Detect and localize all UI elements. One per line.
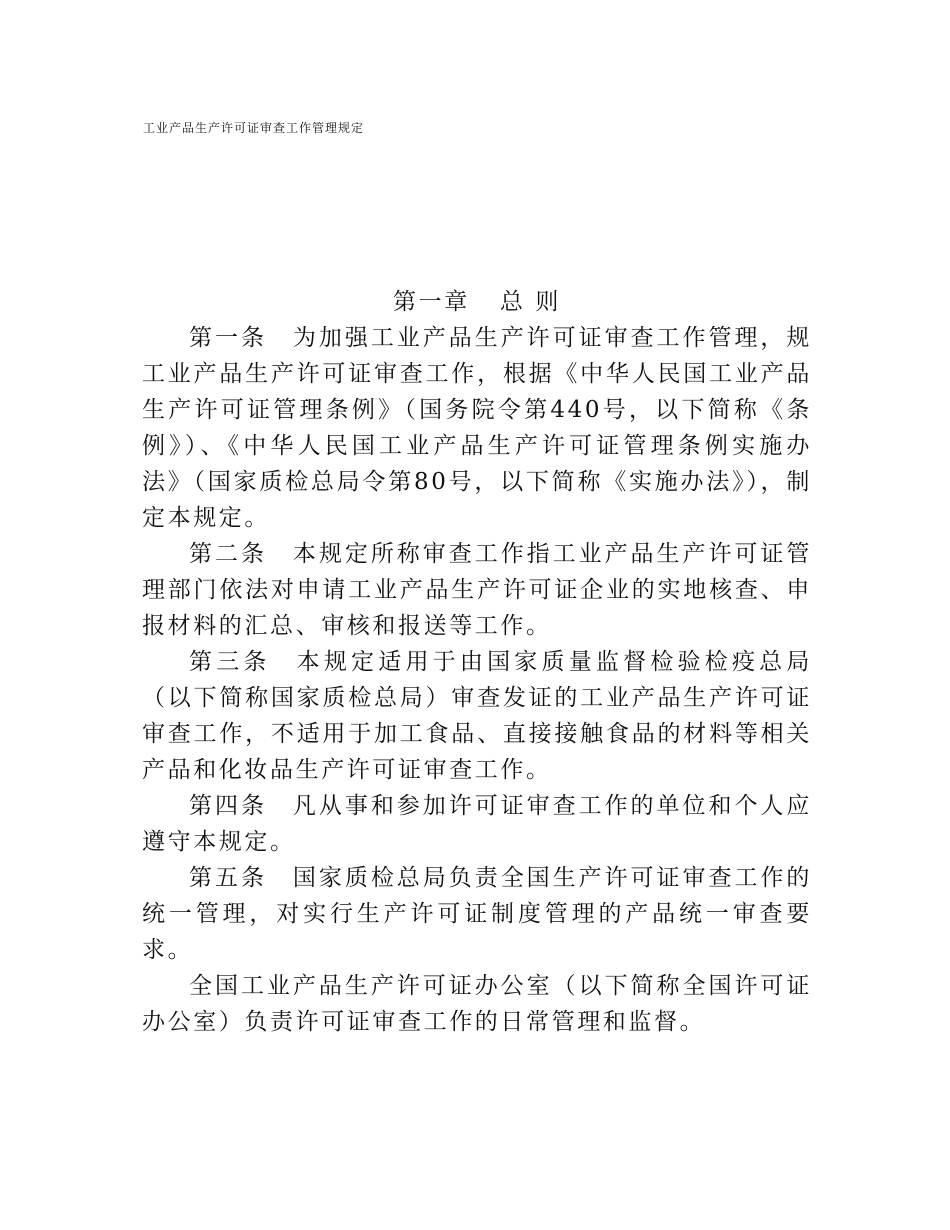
article-number: 第五条 (189, 865, 267, 891)
chapter-number: 第一章 (393, 289, 470, 315)
article-text: 本规定适用于由国家质量监督检验检疫总局（以下简称国家质检总局）审查发证的工业产品生产许可证审查工作，不适用于加工食品、直接接触食品的材料等相关产品和化妆品生产许可证审查工作。 (142, 649, 812, 783)
article-number: 第一条 (189, 325, 267, 351)
document-header-title: 工业产品生产许可证审查工作管理规定 (143, 121, 365, 135)
document-body (142, 284, 812, 1040)
article-2 (142, 536, 812, 644)
article-5 (142, 860, 812, 968)
article-number: 第三条 (189, 649, 271, 675)
article-1 (142, 320, 812, 536)
article-text: 凡从事和参加许可证审查工作的单位和个人应遵守本规定。 (142, 793, 812, 855)
article-text: 为加强工业产品生产许可证审查工作管理，规工业产品生产许可证审查工作，根据《中华人民国工业产品生产许可证管理条例》（国务院令第440号，以下简称《条例》）、《中华人民国工业产品生产许可证管理条例实施办法》（国家质检总局令第80号，以下简称《实施办法》），制定本规定。 (142, 325, 812, 531)
article-number: 第二条 (189, 541, 267, 567)
article-text: 本规定所称审查工作指工业产品生产许可证管理部门依法对申请工业产品生产许可证企业的实地核查、申报材料的汇总、审核和报送等工作。 (142, 541, 812, 639)
article-number: 第四条 (189, 793, 267, 819)
article-4 (142, 788, 812, 860)
article-5-paragraph-2: 全国工业产品生产许可证办公室（以下简称全国许可证办公室）负责许可证审查工作的日常管理和监督。 (142, 973, 812, 1035)
article-text: 国家质检总局负责全国生产许可证审查工作的统一管理，对实行生产许可证制度管理的产品统一审查要求。 (142, 865, 812, 963)
chapter-title: 总 则 (499, 289, 561, 315)
chapter-heading (142, 284, 812, 320)
article-3 (142, 644, 812, 788)
